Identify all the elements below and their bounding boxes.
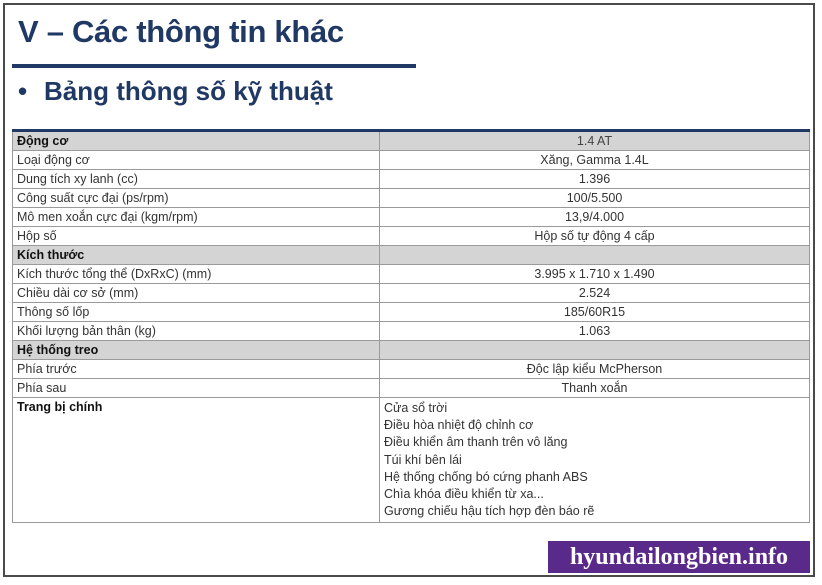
row-value: 1.063 [380, 322, 810, 341]
row-value: Xăng, Gamma 1.4L [380, 151, 810, 170]
table-row [13, 208, 810, 227]
watermark-banner: hyundailongbien.info [548, 541, 810, 573]
row-label: Công suất cực đại (ps/rpm) [13, 189, 380, 208]
subtitle-text: Bảng thông số kỹ thuật [44, 76, 333, 106]
equipment-label: Trang bị chính [13, 398, 380, 523]
list-item: Điều khiển âm thanh trên vô lăng [384, 435, 568, 450]
list-item: Túi khí bên lái [384, 452, 462, 467]
row-label: Thông số lốp [13, 303, 380, 322]
list-item: Hệ thống chống bó cứng phanh ABS [384, 469, 588, 484]
row-value: Thanh xoắn [380, 379, 810, 398]
table-row [13, 284, 810, 303]
section-empty-cell [380, 246, 810, 265]
row-label: Phía trước [13, 360, 380, 379]
equipment-cell [380, 398, 810, 523]
table-row [13, 303, 810, 322]
row-value: 13,9/4.000 [380, 208, 810, 227]
equipment-list [384, 400, 805, 520]
suspension-section-label: Hệ thống treo [13, 341, 380, 360]
bullet-glyph: • [18, 76, 28, 106]
row-label: Phía sau [13, 379, 380, 398]
list-item: Chìa khóa điều khiển từ xa... [384, 486, 544, 501]
row-label: Mô men xoắn cực đại (kgm/rpm) [13, 208, 380, 227]
dimensions-section-label: Kích thước [13, 246, 380, 265]
section-row-dimensions [13, 246, 810, 265]
table-row [13, 265, 810, 284]
row-value: 1.396 [380, 170, 810, 189]
row-label: Khối lượng bản thân (kg) [13, 322, 380, 341]
table-row [13, 322, 810, 341]
section-row-suspension [13, 341, 810, 360]
engine-section-label: Động cơ [13, 131, 380, 151]
model-value: 1.4 AT [380, 131, 810, 151]
row-value: Hộp số tự động 4 cấp [380, 227, 810, 246]
row-label: Kích thước tổng thể (DxRxC) (mm) [13, 265, 380, 284]
table-row [13, 227, 810, 246]
row-value: 2.524 [380, 284, 810, 303]
table-row [13, 189, 810, 208]
row-label: Hộp số [13, 227, 380, 246]
list-item: Điều hòa nhiệt độ chỉnh cơ [384, 418, 534, 433]
equipment-row [13, 398, 810, 523]
row-value: 3.995 x 1.710 x 1.490 [380, 265, 810, 284]
title-underline [12, 64, 416, 68]
page-title: V – Các thông tin khác [18, 14, 344, 49]
row-label: Loại động cơ [13, 151, 380, 170]
section-subtitle [18, 76, 333, 107]
row-label: Chiều dài cơ sở (mm) [13, 284, 380, 303]
table-row [13, 379, 810, 398]
row-value: 185/60R15 [380, 303, 810, 322]
table-row [13, 151, 810, 170]
section-empty-cell [380, 341, 810, 360]
row-value: 100/5.500 [380, 189, 810, 208]
table-header-row [13, 131, 810, 151]
spec-table [12, 129, 810, 523]
list-item: Gương chiếu hậu tích hợp đèn báo rẽ [384, 504, 595, 519]
table-row [13, 360, 810, 379]
table-row [13, 170, 810, 189]
row-value: Độc lập kiểu McPherson [380, 360, 810, 379]
row-label: Dung tích xy lanh (cc) [13, 170, 380, 189]
list-item: Cửa sổ trời [384, 401, 448, 415]
